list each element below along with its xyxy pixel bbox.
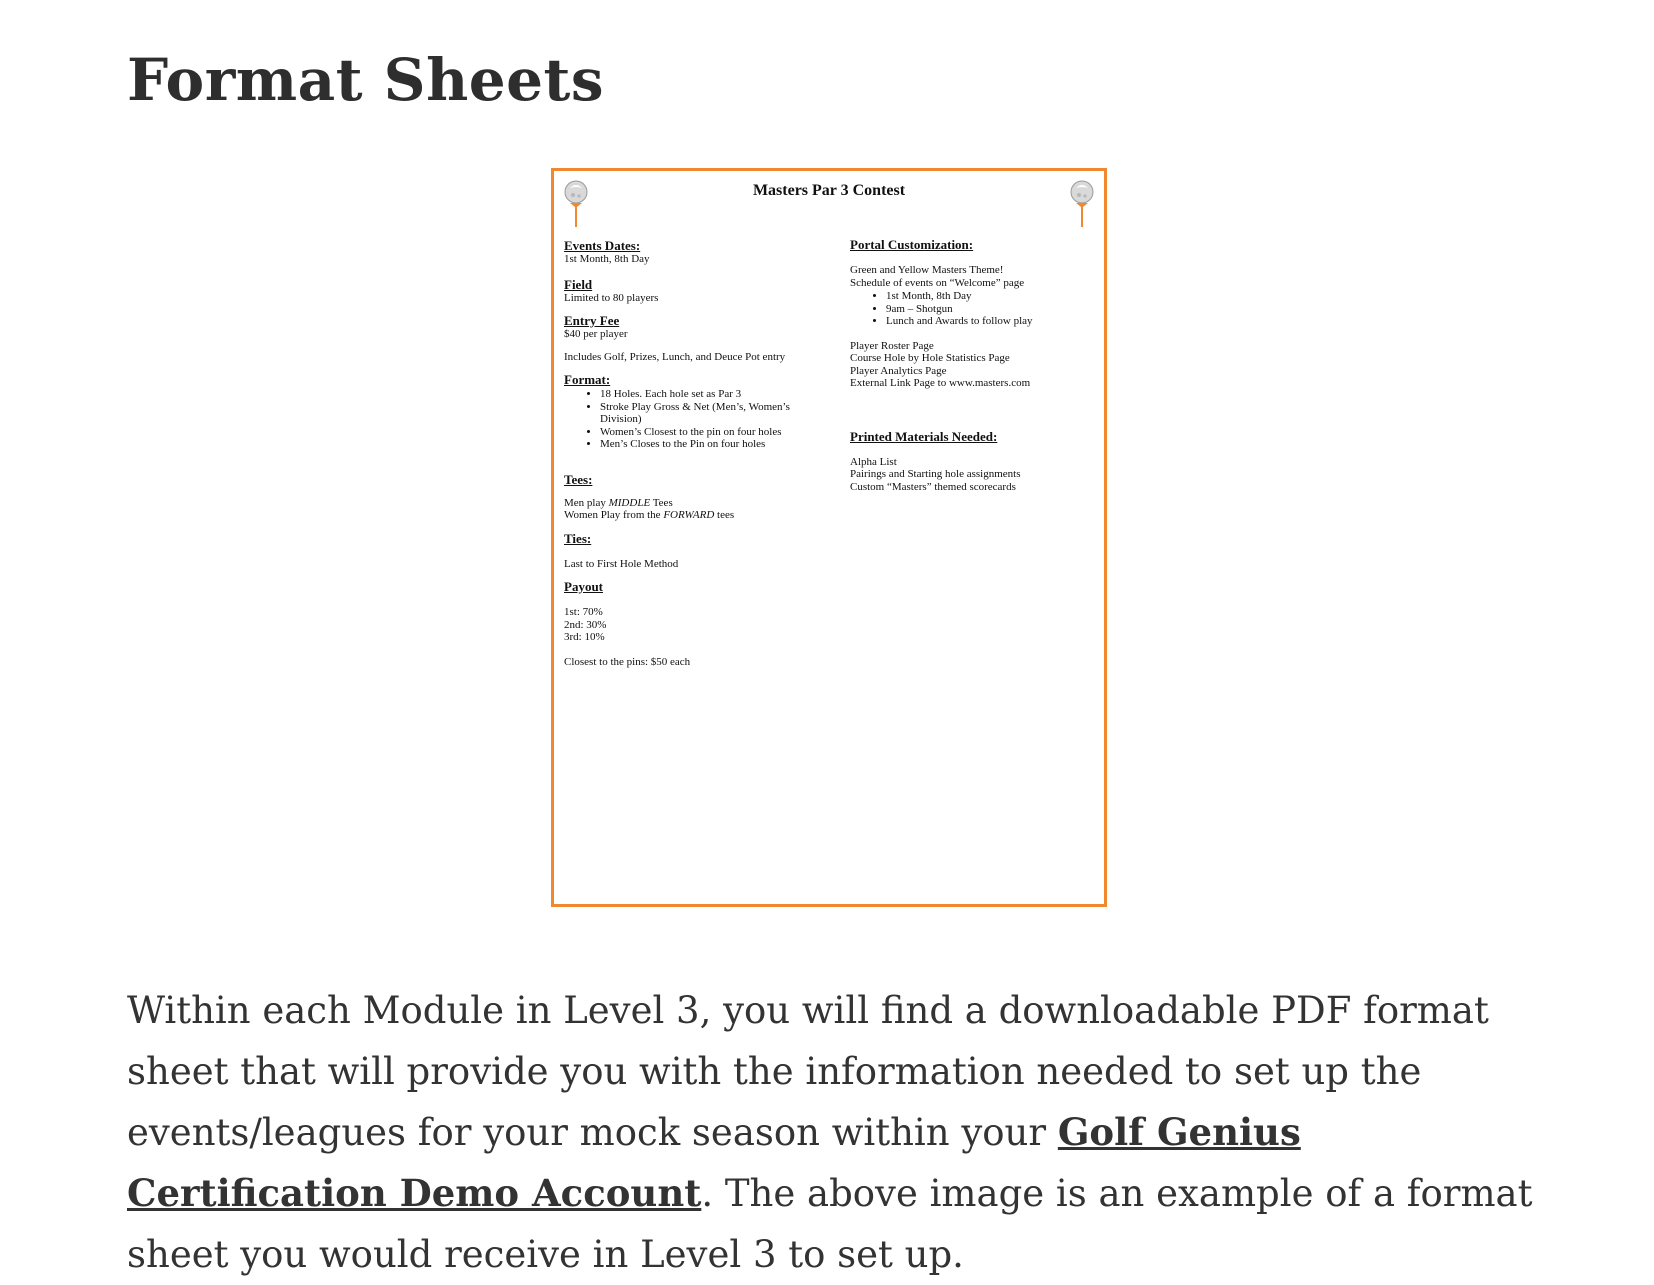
payout-heading: Payout	[564, 579, 603, 594]
portal-line: Schedule of events on “Welcome” page	[850, 276, 1025, 289]
list-item: • Stroke Play Gross & Net (Men’s, Women’s Division)	[600, 401, 829, 426]
events-dates-value: 1st Month, 8th Day	[564, 253, 650, 265]
printed-line: Alpha List	[850, 455, 897, 468]
portal-page-line: Player Roster Page	[850, 339, 934, 352]
portal-page-line: External Link Page to www.masters.com	[850, 377, 1031, 389]
body-text-after-link: . The above image is an example of a format sheet you would receive in Level 3 to set up.	[127, 1172, 1533, 1276]
format-list	[564, 388, 829, 451]
body-text-before-link: Within each Module in Level 3, you will find a downloadable PDF format sheet that will provide you with the information needed to set up the events/leagues for your mock season within your	[127, 989, 1489, 1154]
list-item: • Women’s Closest to the pin on four holes	[600, 426, 829, 439]
sheet-right-column	[850, 238, 1100, 493]
list-item: • Lunch and Awards to follow play	[886, 315, 1100, 328]
portal-line: Green and Yellow Masters Theme!	[850, 264, 1004, 276]
list-item: • 1st Month, 8th Day	[886, 290, 1100, 303]
tees-women-suffix: tees	[714, 509, 735, 521]
ties-heading: Ties:	[564, 530, 592, 546]
sheet-title: Masters Par 3 Contest	[752, 182, 906, 199]
printed-line: Custom “Masters” themed scorecards	[850, 480, 1016, 493]
demo-account-link[interactable]: Golf Genius Certification Demo Account	[127, 1110, 1301, 1215]
list-item: • 9am – Shotgun	[886, 303, 1100, 316]
tees-men-emphasis: MIDDLE	[608, 496, 651, 509]
tees-men-line	[564, 497, 829, 510]
portal-schedule-list	[850, 290, 1100, 328]
portal-customization-heading: Portal Customization:	[850, 237, 974, 252]
sheet-left-column	[564, 239, 829, 668]
tees-men-prefix: Men play	[564, 496, 609, 509]
tees-women-line	[564, 509, 829, 522]
body-paragraph	[127, 980, 1547, 1285]
entry-fee-note: Includes Golf, Prizes, Lunch, and Deuce Pot entry	[564, 350, 786, 363]
entry-fee-value: $40 per player	[564, 328, 628, 340]
ties-value: Last to First Hole Method	[564, 557, 679, 570]
format-heading: Format:	[564, 372, 611, 387]
events-dates-heading: Events Dates:	[564, 238, 641, 253]
payout-line: 2nd: 30%	[564, 618, 607, 631]
page-title: Format Sheets	[127, 46, 604, 114]
entry-fee-heading: Entry Fee	[564, 313, 620, 328]
payout-line: 1st: 70%	[564, 606, 603, 618]
printed-line: Pairings and Starting hole assignments	[850, 468, 1021, 480]
field-value: Limited to 80 players	[564, 291, 659, 304]
list-item: • 18 Holes. Each hole set as Par 3	[600, 388, 829, 401]
field-heading: Field	[564, 276, 593, 292]
portal-page-line: Course Hole by Hole Statistics Page	[850, 352, 1010, 364]
tees-men-suffix: Tees	[650, 496, 673, 509]
format-sheet-image	[551, 168, 1107, 907]
list-item: • Men’s Closes to the Pin on four holes	[600, 438, 829, 451]
printed-materials-heading: Printed Materials Needed:	[850, 428, 998, 444]
payout-note: Closest to the pins: $50 each	[564, 655, 691, 668]
tees-women-prefix: Women Play from the	[564, 509, 664, 521]
tees-heading: Tees:	[564, 471, 593, 487]
portal-page-line: Player Analytics Page	[850, 364, 947, 377]
tees-women-emphasis: FORWARD	[663, 509, 715, 521]
payout-line: 3rd: 10%	[564, 631, 605, 643]
